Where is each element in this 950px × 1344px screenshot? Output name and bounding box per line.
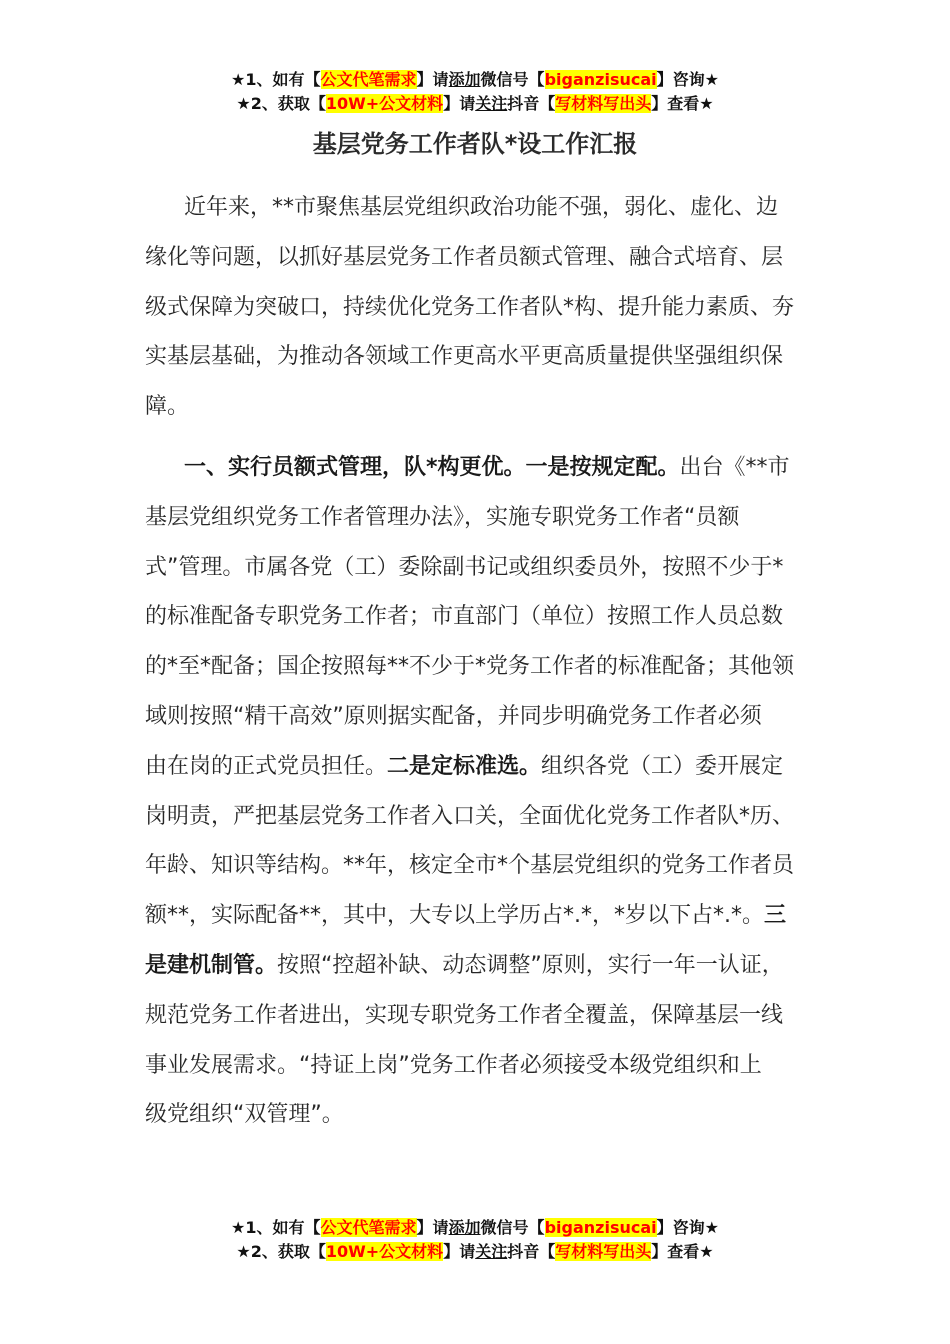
intro-paragraph: [145, 183, 835, 432]
paragraph-text: 按照“控超补缺、动态调整”原则，实行一年一认证，: [277, 952, 784, 978]
subheading: 二是定标准选。: [387, 753, 542, 779]
paragraph-line: 年龄、知识等结构。**年，核定全市*个基层党组织的党务工作者员: [145, 853, 795, 879]
banner-highlight: 公文代笔需求: [320, 1218, 417, 1237]
paragraph-line: [145, 941, 835, 991]
banner-highlight: biganzisucai: [544, 1218, 657, 1237]
banner-highlight: 10W+公文材料: [325, 94, 444, 113]
paragraph-line: 规范党务工作者进出，实现专职党务工作者全覆盖，保障基层一线: [145, 1002, 784, 1028]
paragraph-line: [145, 742, 835, 792]
banner-underlined: 关注: [475, 94, 508, 113]
banner-text: 】查看★: [651, 1242, 714, 1261]
footer-banner: [0, 1216, 950, 1264]
paragraph-line: 的*至*配备；国企按照每**不少于*党务工作者的标准配备；其他领: [145, 654, 795, 680]
banner-highlight: 写材料写出头: [555, 1242, 652, 1261]
banner-text: ★2、获取【: [236, 1242, 326, 1261]
banner-text: 抖音【: [507, 1242, 556, 1261]
paragraph-line: 障。: [145, 394, 190, 420]
banner-text: 】请: [416, 1218, 449, 1237]
banner-highlight: biganzisucai: [544, 70, 657, 89]
paragraph-line: 级式保障为突破口，持续优化党务工作者队*构、提升能力素质、夯: [145, 294, 795, 320]
banner-highlight: 10W+公文材料: [325, 1242, 444, 1261]
section-heading: 一、实行员额式管理，队*构更优。一是按规定配。: [184, 455, 680, 480]
banner-text: 抖音【: [507, 94, 556, 113]
banner-text: 】咨询★: [656, 70, 719, 89]
banner-text: 】请: [416, 70, 449, 89]
banner-text: ★1、如有【: [231, 70, 321, 89]
banner-text: 微信号【: [480, 70, 545, 89]
banner-line-1: [0, 1216, 950, 1240]
paragraph-line: 式”管理。市属各党（工）委除副书记或组织委员外，按照不少于*: [145, 554, 784, 580]
paragraph-line: [145, 443, 835, 493]
banner-line-2: [0, 92, 950, 116]
document-title: 基层党务工作者队*设工作汇报: [312, 130, 638, 158]
banner-highlight: 写材料写出头: [555, 94, 652, 113]
banner-text: 】请: [443, 94, 476, 113]
paragraph-text: 组织各党（工）委开展定: [541, 753, 784, 779]
banner-text: ★2、获取【: [236, 94, 326, 113]
paragraph-text: 额**，实际配备**，其中，大专以上学历占*.*，*岁以下占*.*。: [145, 903, 764, 929]
banner-underlined: 添加: [448, 70, 481, 89]
banner-text: 】查看★: [651, 94, 714, 113]
banner-line-2: [0, 1240, 950, 1264]
banner-line-1: [0, 68, 950, 92]
section-one-paragraph: [145, 443, 835, 1140]
subheading: 是建机制管。: [145, 952, 278, 978]
banner-highlight: 公文代笔需求: [320, 70, 417, 89]
paragraph-line: [145, 891, 835, 941]
banner-text: 】咨询★: [656, 1218, 719, 1237]
paragraph-text: 出台《**市: [679, 455, 790, 480]
paragraph-line: 基层党组织党务工作者管理办法》，实施专职党务工作者“员额: [145, 504, 740, 530]
header-banner: [0, 68, 950, 116]
paragraph-line: 岗明责，严把基层党务工作者入口关，全面优化党务工作者队*历、: [145, 803, 795, 829]
banner-underlined: 关注: [475, 1242, 508, 1261]
paragraph-line: 事业发展需求。“持证上岗”党务工作者必须接受本级党组织和上: [145, 1052, 762, 1078]
paragraph-line: 近年来，**市聚焦基层党组织政治功能不强，弱化、虚化、边: [184, 195, 779, 220]
banner-text: 微信号【: [480, 1218, 545, 1237]
paragraph-line: 缘化等问题，以抓好基层党务工作者员额式管理、融合式培育、层: [145, 244, 784, 270]
banner-underlined: 添加: [448, 1218, 481, 1237]
paragraph-line: 的标准配备专职党务工作者；市直部门（单位）按照工作人员总数: [145, 604, 784, 630]
paragraph-text: 由在岗的正式党员担任。: [145, 753, 388, 779]
paragraph-line: 实基层基础，为推动各领域工作更高水平更高质量提供坚强组织保: [145, 344, 784, 370]
subheading: 三: [764, 903, 787, 929]
banner-text: ★1、如有【: [231, 1218, 321, 1237]
paragraph-line: 域则按照“精干高效”原则据实配备，并同步明确党务工作者必须: [145, 703, 762, 729]
paragraph-line: 级党组织“双管理”。: [145, 1102, 344, 1128]
banner-text: 】请: [443, 1242, 476, 1261]
